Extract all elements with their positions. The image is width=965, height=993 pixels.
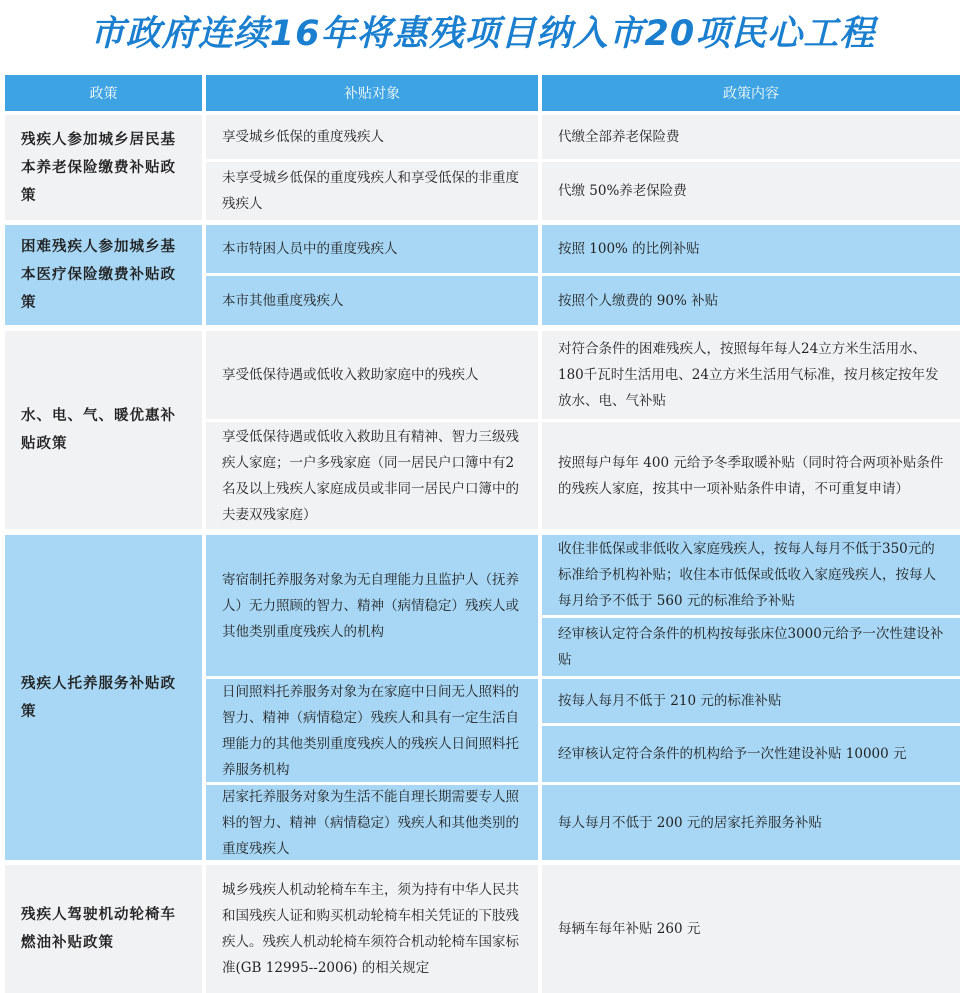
target-cell: 享受城乡低保的重度残疾人 <box>206 115 538 159</box>
policy-category: 困难残疾人参加城乡基本医疗保险缴费补贴政策 <box>5 225 202 325</box>
target-cell: 居家托养服务对象为生活不能自理长期需要专人照料的智力、精神（病情稳定）残疾人和其他类别的重度残疾人 <box>206 785 538 860</box>
policy-category: 残疾人参加城乡居民基本养老保险缴费补贴政策 <box>5 115 202 220</box>
policy-category: 残疾人托养服务补贴政策 <box>5 535 202 860</box>
target-cell: 寄宿制托养服务对象为无自理能力且监护人（抚养人）无力照顾的智力、精神（病情稳定）残疾人或其他类别重度残疾人的机构 <box>206 535 538 676</box>
header-policy: 政策 <box>5 75 202 111</box>
target-cell: 未享受城乡低保的重度残疾人和享受低保的非重度残疾人 <box>206 162 538 220</box>
target-cell: 享受低保待遇或低收入救助家庭中的残疾人 <box>206 331 538 419</box>
content-cell: 经审核认定符合条件的机构给予一次性建设补贴 10000 元 <box>542 726 960 782</box>
content-cell: 每人每月不低于 200 元的居家托养服务补贴 <box>542 785 960 860</box>
header-content: 政策内容 <box>542 75 960 111</box>
target-cell: 日间照料托养服务对象为在家庭中日间无人照料的智力、精神（病情稳定）残疾人和具有一定生活自理能力的其他类别重度残疾人的残疾人日间照料托养服务机构 <box>206 679 538 782</box>
content-cell: 代缴 50%养老保险费 <box>542 162 960 220</box>
target-cell: 享受低保待遇或低收入救助且有精神、智力三级残疾人家庭；一户多残家庭（同一居民户口簿中有2名及以上残疾人家庭成员或非同一居民户口簿中的夫妻双残家庭） <box>206 422 538 529</box>
content-cell: 按照 100% 的比例补贴 <box>542 225 960 273</box>
content-cell: 按照个人缴费的 90% 补贴 <box>542 276 960 325</box>
content-cell: 对符合条件的困难残疾人，按照每年每人24立方米生活用水、180千瓦时生活用电、24立方米生活用气标准，按月核定按年发放水、电、气补贴 <box>542 331 960 419</box>
policy-category: 水、电、气、暖优惠补贴政策 <box>5 331 202 529</box>
content-cell: 代缴全部养老保险费 <box>542 115 960 159</box>
content-cell: 按每人每月不低于 210 元的标准补贴 <box>542 679 960 723</box>
content-cell: 每辆车每年补贴 260 元 <box>542 865 960 993</box>
content-cell: 经审核认定符合条件的机构按每张床位3000元给予一次性建设补贴 <box>542 618 960 676</box>
page-title: 市政府连续16年将惠残项目纳入市20项民心工程 <box>89 14 876 54</box>
target-cell: 本市其他重度残疾人 <box>206 276 538 325</box>
content-cell: 按照每户每年 400 元给予冬季取暖补贴（同时符合两项补贴条件的残疾人家庭，按其中一项补贴条件申请，不可重复申请） <box>542 422 960 529</box>
header-target: 补贴对象 <box>206 75 538 111</box>
target-cell: 本市特困人员中的重度残疾人 <box>206 225 538 273</box>
content-cell: 收住非低保或非低收入家庭残疾人，按每人每月不低于350元的标准给予机构补贴；收住本市低保或低收入家庭残疾人，按每人每月给予不低于 560 元的标准给予补贴 <box>542 535 960 615</box>
policy-category: 残疾人驾驶机动轮椅车燃油补贴政策 <box>5 865 202 993</box>
target-cell: 城乡残疾人机动轮椅车车主，须为持有中华人民共和国残疾人证和购买机动轮椅车相关凭证的下肢残疾人。残疾人机动轮椅车须符合机动轮椅车国家标准(GB 12995--2006) 的相关规定 <box>206 865 538 993</box>
